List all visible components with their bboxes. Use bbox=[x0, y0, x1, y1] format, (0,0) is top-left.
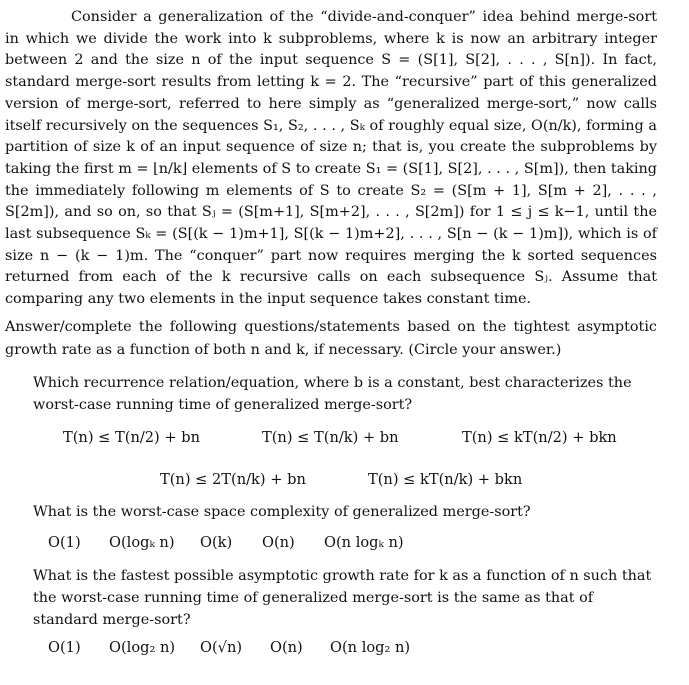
problem-intro-paragraph: Consider a generalization of the “divide-and-conquer” idea behind merge-sort in which we divide the work into k subproblems, where k is now an arbitrary integer between 2 and the size n of the input sequence S = (S[1], S[2], . . . , S[n]). In fact, standard merge-sort results from letting k = 2. The “recursive” part of this generalized version of merge-sort, referred to here simply as “generalized merge-sort,” now calls itself recursively on the sequences S₁, S₂, . . . , Sₖ of roughly equal size, O(n/k), forming a partition of size k of an input sequence of size n; that is, you create the subproblems by taking the first m = ⌊n/k⌋ elements of S to create S₁ = (S[1], S[2], . . . , S[m]), then taking the immediately following m elements of S to create S₂ = (S[m + 1], S[m + 2], . . . , S[2m]), and so on, so that Sⱼ = (S[m+1], S[m+2], . . . , S[2m]) for 1 ≤ j ≤ k−1, until the last subsequence Sₖ = (S[(k − 1)m+1], S[(k − 1)m+2], . . . , S[n − (k − 1)m]), which is of size n − (k − 1)m. The “conquer” part now requires merging the k sorted sequences returned from each of the k recursive calls on each subsequence Sⱼ. Assume that comparing any two elements in the input sequence takes constant time. bbox=[5, 9, 657, 308]
answer-option[interactable]: O(n log₂ n) bbox=[330, 639, 411, 656]
instructions-paragraph: Answer/complete the following questions/statements based on the tightest asymptotic growth rate as a function of both n and k, if necessary. (Circle your answer.) bbox=[5, 319, 657, 358]
answer-option[interactable]: T(n) ≤ kT(n/2) + bkn bbox=[462, 429, 617, 446]
question-recurrence: Which recurrence relation/equation, where b is a constant, best characterizes the worst-case running time of generalized merge-sort? bbox=[33, 375, 632, 413]
answer-option[interactable]: T(n) ≤ kT(n/k) + bkn bbox=[368, 471, 523, 488]
answer-option[interactable]: O(logₖ n) bbox=[109, 534, 175, 551]
answer-option[interactable]: O(n) bbox=[262, 534, 295, 551]
answer-option[interactable]: O(n logₖ n) bbox=[324, 534, 404, 551]
answer-option[interactable]: T(n) ≤ T(n/2) + bn bbox=[63, 429, 200, 446]
answer-option[interactable]: O(log₂ n) bbox=[109, 639, 176, 656]
answer-option[interactable]: O(n) bbox=[270, 639, 303, 656]
answer-option[interactable]: O(1) bbox=[48, 639, 81, 656]
answer-option[interactable]: T(n) ≤ T(n/k) + bn bbox=[262, 429, 399, 446]
answer-option[interactable]: O(k) bbox=[200, 534, 233, 551]
answer-option[interactable]: O(√n) bbox=[200, 639, 243, 656]
answer-option[interactable]: O(1) bbox=[48, 534, 81, 551]
question-space-complexity: What is the worst-case space complexity of generalized merge-sort? bbox=[33, 504, 531, 520]
question-growth-rate-k: What is the fastest possible asymptotic growth rate for k as a function of n such that the worst-case running time of generalized merge-sort is the same as that of standard merge-sort? bbox=[33, 568, 652, 628]
answer-option[interactable]: T(n) ≤ 2T(n/k) + bn bbox=[160, 471, 306, 488]
